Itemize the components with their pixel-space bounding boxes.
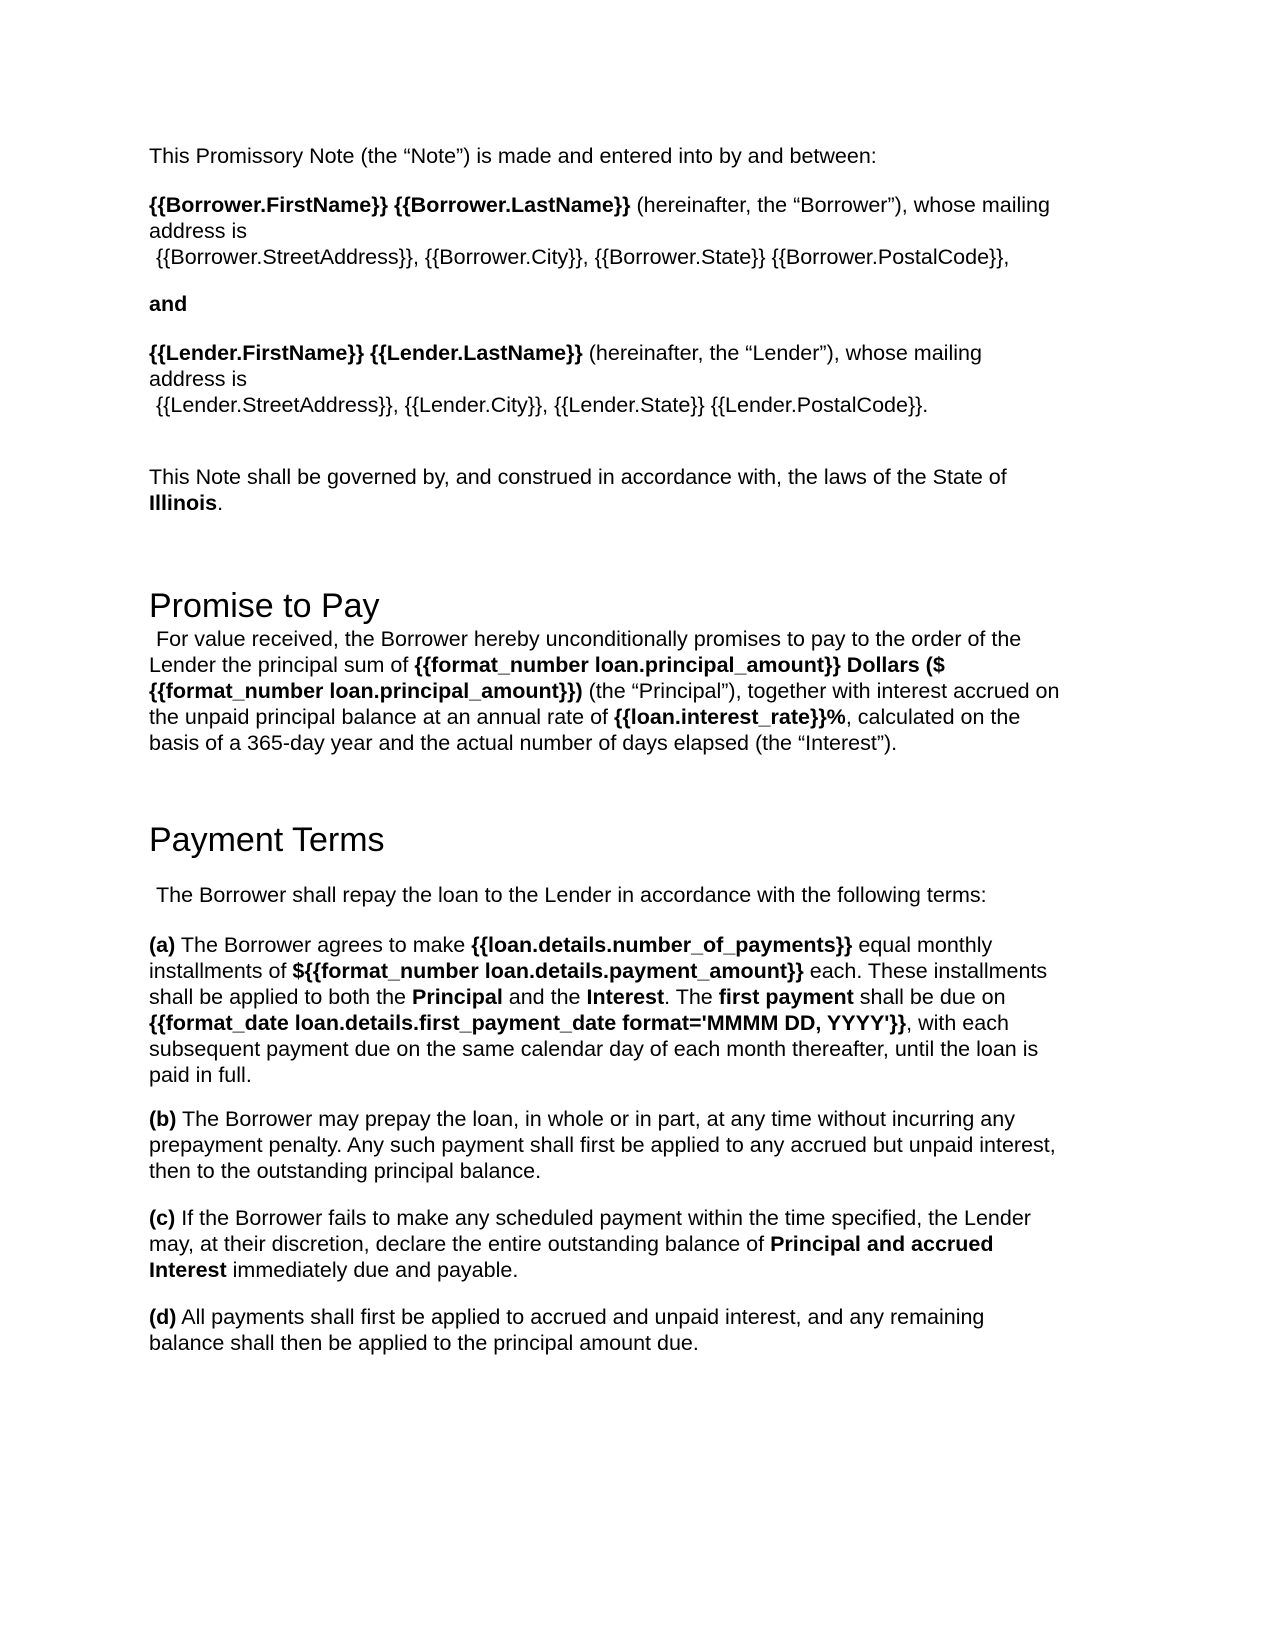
- term-d-line-1: [149, 1304, 1129, 1330]
- governing-law-state: Illinois: [149, 491, 218, 515]
- promise-line-1: For value received, the Borrower hereby unconditionally promises to pay to the order of the: [156, 627, 1022, 651]
- governing-law-paragraph: [149, 464, 1129, 516]
- term-principal-and-accrued: Principal and accrued: [770, 1232, 994, 1256]
- term-a-line-2-text: installments of: [149, 959, 293, 983]
- principal-amount-number-token: {{format_number loan.principal_amount}}): [149, 679, 583, 703]
- promise-line-3-text: (the “Principal”), together with interest accrued on: [582, 679, 1060, 703]
- governing-law-state-line: [149, 490, 1129, 516]
- term-d-paragraph: [149, 1304, 1129, 1356]
- lender-address-tokens: {{Lender.StreetAddress}}, {{Lender.City}}, {{Lender.State}} {{Lender.PostalCode}}.: [156, 393, 929, 417]
- promise-line-5: basis of a 365-day year and the actual number of days elapsed (the “Interest”).: [149, 731, 898, 755]
- interest-rate-token: {{loan.interest_rate}}%: [613, 705, 846, 729]
- promise-line-2: [149, 652, 1129, 678]
- term-a-line-3-the: . The: [664, 985, 719, 1009]
- term-a-line-3-end: shall be due on: [853, 985, 1006, 1009]
- term-a-line-4-end: , with each: [906, 1011, 1009, 1035]
- term-a-line-3-text: shall be applied to both the: [149, 985, 412, 1009]
- term-c-line-3-text: immediately due and payable.: [226, 1258, 519, 1282]
- promise-line-3: [149, 678, 1129, 704]
- term-a-paragraph: [149, 932, 1129, 1088]
- term-a-line-2: [149, 958, 1129, 984]
- term-first-payment: first payment: [718, 985, 854, 1009]
- conjunction-paragraph: [149, 291, 1129, 317]
- borrower-address-tokens: {{Borrower.StreetAddress}}, {{Borrower.City}}, {{Borrower.State}} {{Borrower.PostalCode}},: [156, 245, 1010, 269]
- promise-paragraph: [149, 626, 1129, 756]
- term-a-line-1: [149, 932, 1129, 958]
- promise-heading: Promise to Pay: [149, 587, 380, 625]
- promise-line-4-end: , calculated on the: [845, 705, 1021, 729]
- borrower-paragraph: [149, 192, 1129, 270]
- term-c-line-2-text: may, at their discretion, declare the entire outstanding balance of: [149, 1232, 771, 1256]
- term-b-paragraph: [149, 1106, 1129, 1184]
- lender-name-tokens: {{Lender.FirstName}} {{Lender.LastName}}: [149, 341, 583, 365]
- lender-line-1: [149, 340, 1129, 366]
- term-a-line-1-end: equal monthly: [852, 933, 993, 957]
- intro-paragraph: [149, 143, 1129, 169]
- first-payment-date-token: {{format_date loan.details.first_payment_date format='MMMM DD, YYYY'}}: [149, 1011, 907, 1035]
- principal-amount-words-token: {{format_number loan.principal_amount}} Dollars ($: [414, 653, 945, 677]
- borrower-role-text: (hereinafter, the “Borrower”), whose mailing: [630, 193, 1050, 217]
- lender-address-label: address is: [149, 367, 247, 391]
- term-a-line-3: [149, 984, 1129, 1010]
- term-interest: Interest: [586, 985, 665, 1009]
- conjunction-and: and: [149, 292, 188, 316]
- payment-terms-intro: [149, 882, 1129, 908]
- lender-paragraph: [149, 340, 1129, 418]
- promise-line-2-text: Lender the principal sum of: [149, 653, 415, 677]
- number-of-payments-token: {{loan.details.number_of_payments}}: [471, 933, 853, 957]
- term-c-label: (c): [149, 1206, 176, 1230]
- term-a-line-2-end: each. These installments: [803, 959, 1048, 983]
- borrower-name-tokens: {{Borrower.FirstName}} {{Borrower.LastName}}: [149, 193, 631, 217]
- promise-line-4-text: the unpaid principal balance at an annual rate of: [149, 705, 614, 729]
- term-c-interest: Interest: [149, 1258, 227, 1282]
- term-c-line-1: [149, 1205, 1129, 1231]
- term-a-line-3-and: and the: [502, 985, 587, 1009]
- term-a-line-6: paid in full.: [149, 1063, 252, 1087]
- term-b-label: (b): [149, 1107, 177, 1131]
- term-b-line-2: prepayment penalty. Any such payment shall first be applied to any accrued but unpaid interest,: [149, 1133, 1056, 1157]
- lender-role-text: (hereinafter, the “Lender”), whose mailing: [582, 341, 982, 365]
- governing-law-end: .: [217, 491, 224, 515]
- term-b-line-1: [149, 1106, 1129, 1132]
- term-b-line-3: then to the outstanding principal balance.: [149, 1159, 542, 1183]
- term-d-line-2: balance shall then be applied to the principal amount due.: [149, 1331, 699, 1355]
- term-a-line-5: subsequent payment due on the same calendar day of each month thereafter, until the loan is: [149, 1037, 1039, 1061]
- term-c-paragraph: [149, 1205, 1129, 1283]
- payment-amount-token: ${{format_number loan.details.payment_amount}}: [292, 959, 804, 983]
- term-principal: Principal: [411, 985, 503, 1009]
- borrower-address-label: address is: [149, 219, 247, 243]
- term-a-line-1-text: The Borrower agrees to make: [175, 933, 472, 957]
- term-c-line-1-text: If the Borrower fails to make any scheduled payment within the time specified, the Lender: [175, 1206, 1031, 1230]
- governing-law-text: This Note shall be governed by, and construed in accordance with, the laws of the State of: [149, 465, 1007, 489]
- term-d-line-1-text: All payments shall first be applied to accrued and unpaid interest, and any remaining: [176, 1305, 985, 1329]
- term-c-line-3: [149, 1257, 1129, 1283]
- borrower-line-1: [149, 192, 1129, 218]
- payment-terms-intro-text: The Borrower shall repay the loan to the Lender in accordance with the following terms:: [156, 883, 987, 907]
- term-d-label: (d): [149, 1305, 177, 1329]
- payment-terms-heading: Payment Terms: [149, 821, 385, 859]
- term-c-line-2: [149, 1231, 1129, 1257]
- term-a-line-4: [149, 1010, 1129, 1036]
- intro-text: This Promissory Note (the “Note”) is made and entered into by and between:: [149, 144, 877, 168]
- term-a-label: (a): [149, 933, 176, 957]
- term-b-line-1-text: The Borrower may prepay the loan, in whole or in part, at any time without incurring any: [176, 1107, 1015, 1131]
- promise-line-4: [149, 704, 1129, 730]
